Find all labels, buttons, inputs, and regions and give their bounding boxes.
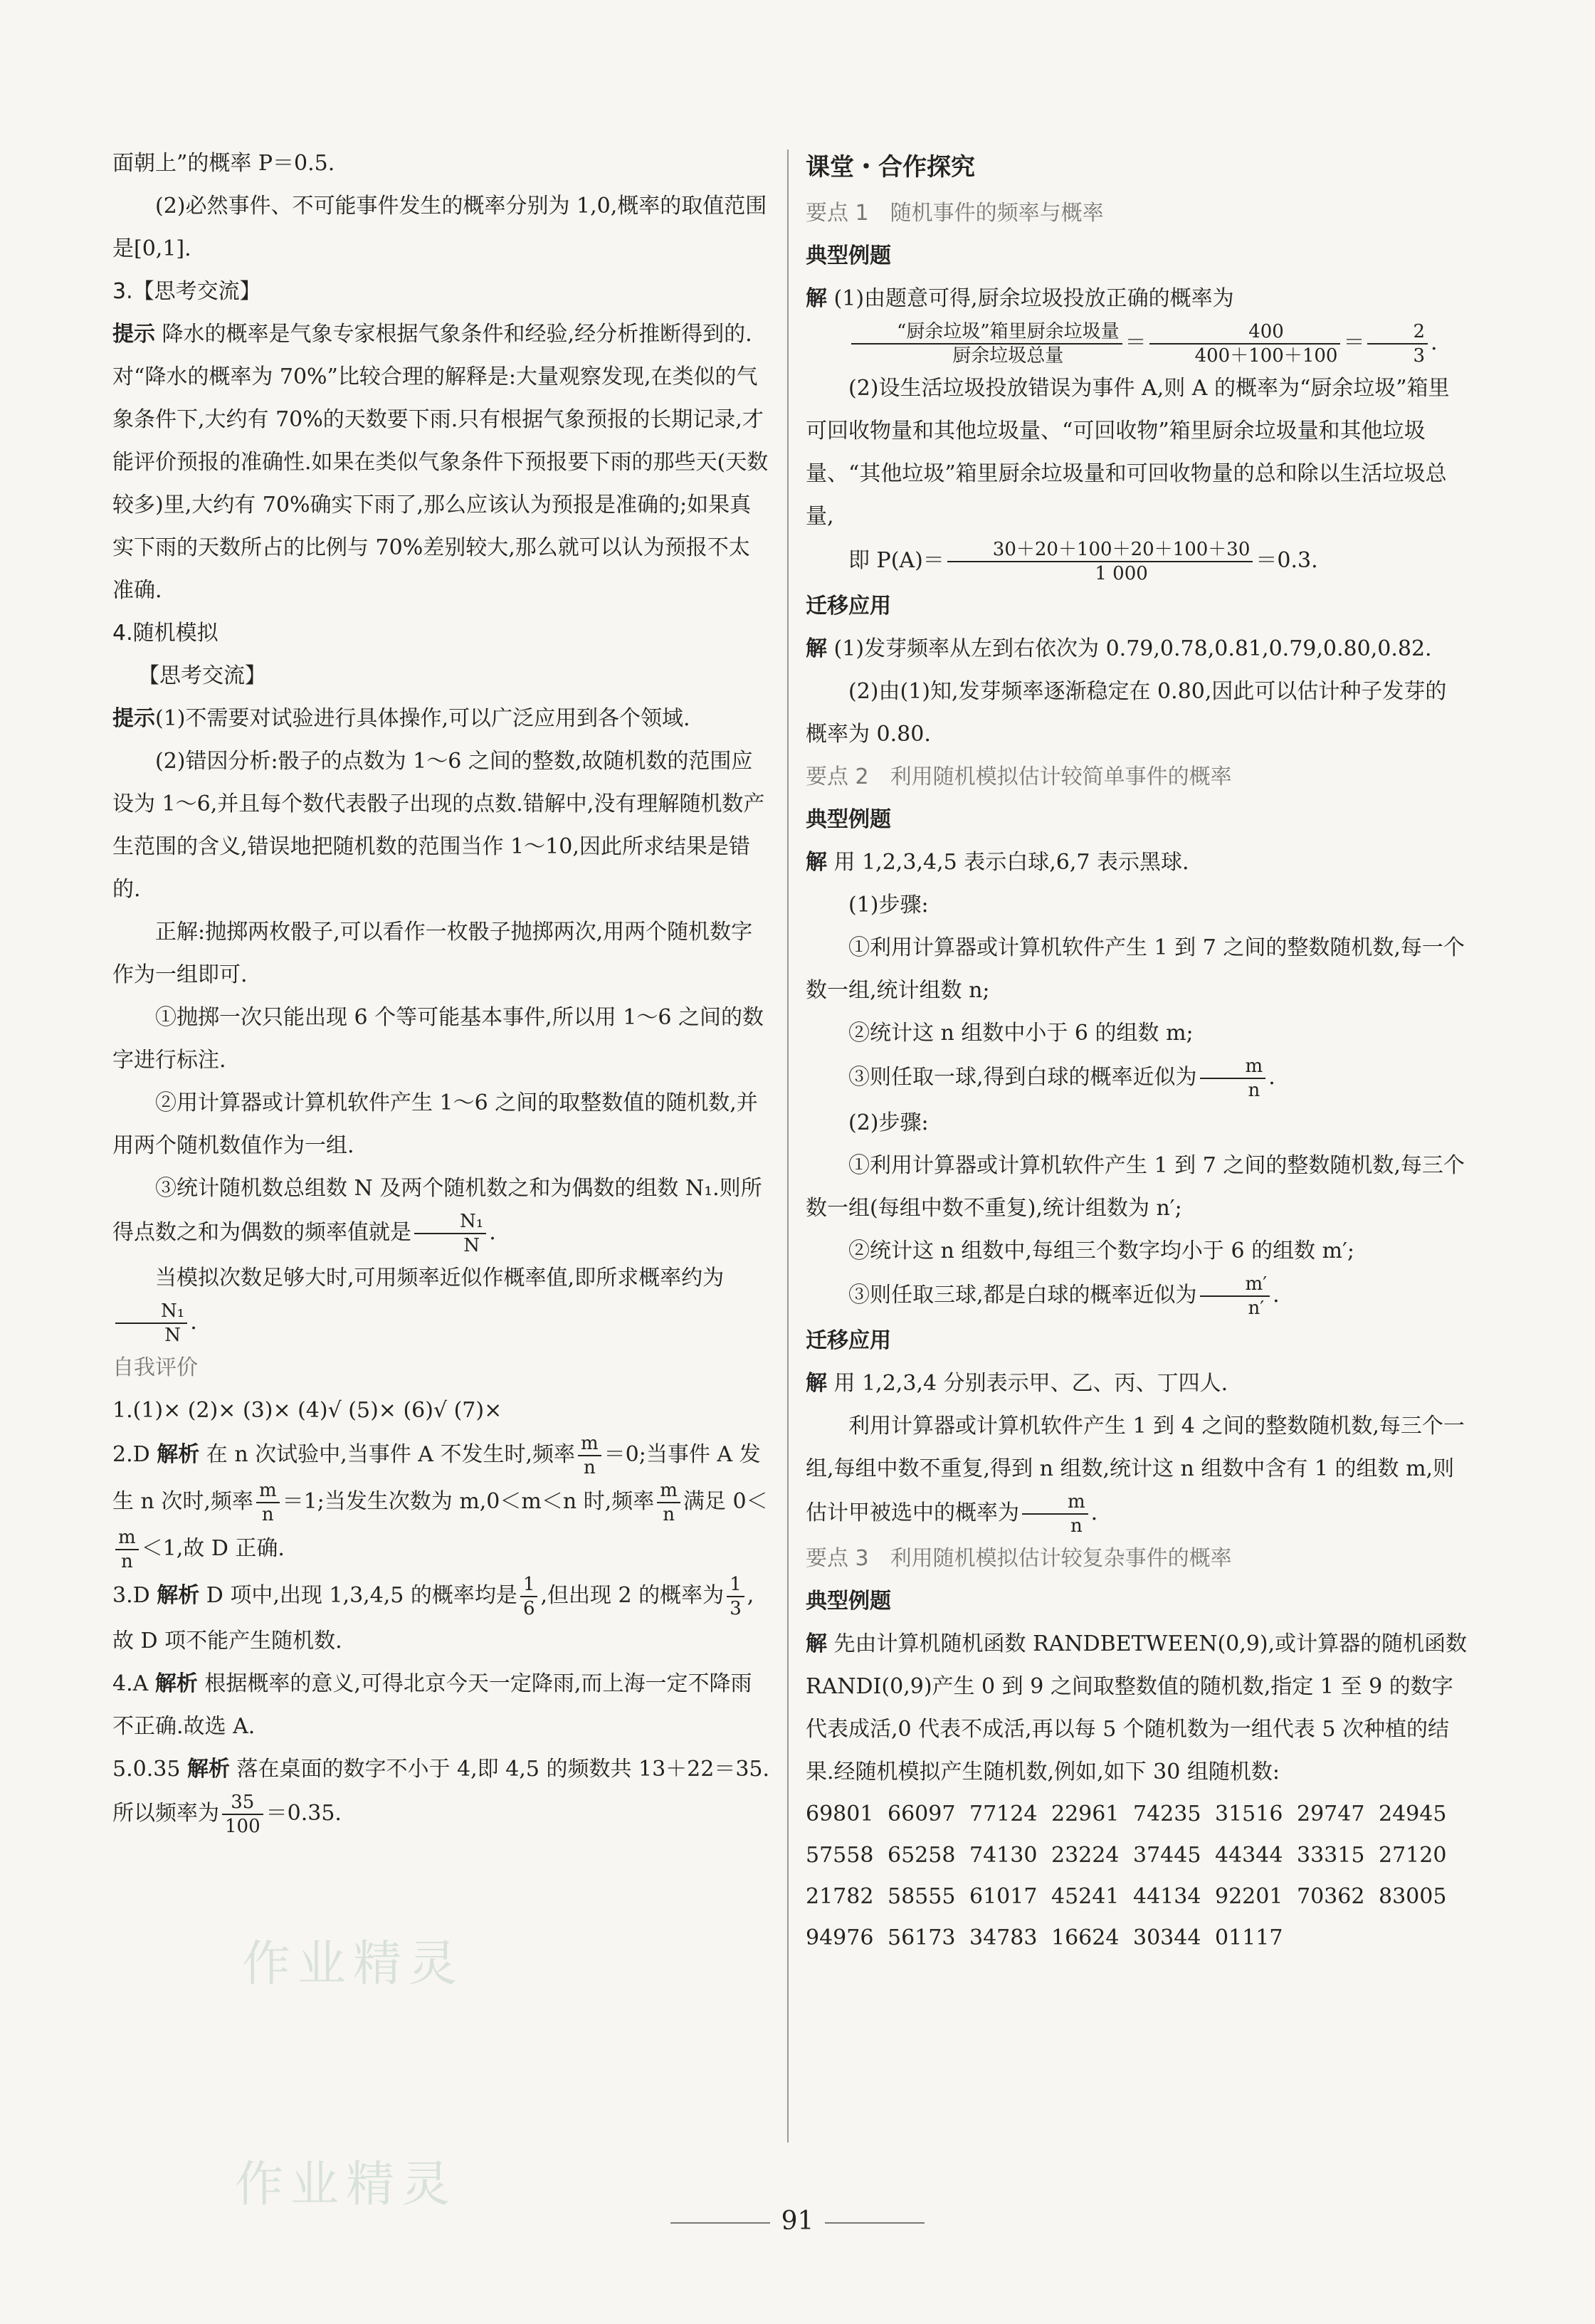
random-number-cell: 44134: [1133, 1884, 1201, 1909]
watermark: 作业精灵: [242, 1936, 465, 1992]
text-span: ③统计随机数总组数 N 及两个随机数之和为偶数的组数 N₁.则所得点数之和为偶数的频率值就是: [112, 1176, 762, 1245]
text-paragraph: 正解:抛掷两枚骰子,可以看作一枚骰子抛掷两次,用两个随机数字作为一组即可.: [112, 920, 753, 987]
analysis-label: 解析: [186, 1757, 230, 1782]
text-span: ＝0;当事件 A 发生 n 次时,频率: [112, 1442, 761, 1514]
solution-label: 解: [806, 850, 827, 875]
fraction-numerator: 2: [1367, 320, 1428, 345]
fraction: [1149, 320, 1341, 367]
text-line: (2)步骤:: [848, 1110, 929, 1135]
fraction: [115, 1300, 187, 1347]
fraction: [657, 1479, 680, 1526]
text-paragraph: [806, 841, 1468, 884]
text-paragraph: 利用计算器或计算机软件产生 1 到 4 之间的整数随机数,每三个一组,每组中数不重复,得到 n 组数,统计这 n 组数中含有 1 的组数 m,则估计甲被选中的概率为 $\frac{m}{n}$ .: [806, 1414, 1465, 1537]
fraction: [1200, 1055, 1266, 1102]
footer-rule-right: [825, 2222, 925, 2224]
text-span: 根据概率的意义,可得北京今天一定降雨,而上海一定不降雨不正确.故选 A.: [112, 1671, 752, 1739]
typical-example-heading: 典型例题: [806, 1589, 891, 1614]
text-span: 满足 0＜: [683, 1489, 768, 1514]
analysis-label: 解析: [157, 1442, 200, 1467]
transfer-heading: 迁移应用: [806, 1328, 891, 1353]
text-paragraph: ②统计这 n 组数中,每组三个数字均小于 6 的组数 m′;: [848, 1239, 1354, 1263]
fraction-numerator: m: [1200, 1055, 1266, 1079]
solution-label: 解: [806, 286, 827, 311]
typical-example-heading: 典型例题: [806, 807, 891, 832]
subheading: 3.【思考交流】: [112, 279, 261, 304]
fraction-denominator: n: [120, 1551, 133, 1572]
solution-label: 解: [806, 1631, 827, 1656]
text-paragraph: ①利用计算器或计算机软件产生 1 到 7 之间的整数随机数,每三个数一组(每组中数不重复),统计组数为 n′;: [806, 1153, 1465, 1221]
random-number-cell: 21782: [806, 1884, 874, 1909]
random-number-cell: 77124: [969, 1802, 1038, 1826]
fraction-denominator: 400＋100＋100: [1194, 345, 1338, 367]
fraction: [520, 1573, 538, 1620]
text-paragraph: (2)由(1)知,发芽频率逐渐稳定在 0.80,因此可以估计种子发芽的概率为 0.80.: [806, 679, 1447, 747]
text-paragraph: (2)设生活垃圾投放错误为事件 A,则 A 的概率为“厨余垃圾”箱里可回收物量和其他垃圾量、“可回收物”箱里厨余垃圾量和其他垃圾量、“其他垃圾”箱里厨余垃圾量和可回收物量的总和除以生活垃圾总量,: [806, 376, 1450, 529]
column-divider: [787, 149, 789, 2142]
equation-line: $\frac{\text{“厨余垃圾”箱里厨余垃圾量}}{\text{厨余垃圾总量}}$ ＝ $\frac{400}{400+100+100}$ ＝ $\frac{2}{3}$ .: [806, 320, 1468, 367]
fraction-denominator: 厨余垃圾总量: [952, 345, 1064, 367]
text-paragraph: 当模拟次数足够大时,可用频率近似作概率值,即所求概率约为 $\frac{\text{N₁}}{N}$ .: [112, 1257, 771, 1347]
solution-label: 解: [806, 636, 827, 661]
random-number-cell: 27120: [1379, 1843, 1447, 1868]
fraction: [414, 1210, 486, 1257]
tip-paragraph: [112, 313, 771, 612]
random-number-cell: 34783: [969, 1925, 1038, 1950]
text-line: (1)步骤:: [848, 893, 929, 917]
fraction-numerator: 35: [222, 1791, 263, 1815]
answer-paragraph: [112, 1573, 771, 1663]
fraction: [1022, 1490, 1088, 1537]
key-point-heading: 要点 3 利用随机模拟估计较复杂事件的概率: [806, 1546, 1232, 1571]
text-span: 在 n 次试验中,当事件 A 不发生时,频率: [206, 1442, 575, 1467]
fraction-denominator: N: [164, 1325, 181, 1346]
transfer-heading: 迁移应用: [806, 594, 891, 619]
fraction: [222, 1791, 263, 1838]
fraction: [1200, 1273, 1270, 1320]
text-span: 落在桌面的数字不小于 4,即 4,5 的频数共 13＋22＝35.所以频率为: [112, 1757, 770, 1826]
text-paragraph: (2)错因分析:骰子的点数为 1～6 之间的整数,故随机数的范围应设为 1～6,并且每个数代表骰子出现的点数.错解中,没有理解随机数产生范围的含义,错误地把随机数的范围当作 1～10,因此所求结果是错的.: [112, 749, 765, 902]
random-number-cell: 61017: [969, 1884, 1038, 1909]
fraction-denominator: n′: [1248, 1298, 1265, 1319]
random-number-cell: 57558: [806, 1843, 874, 1868]
tip-label: 提示: [112, 322, 155, 347]
random-number-cell: 45241: [1051, 1884, 1120, 1909]
answer-paragraph: [112, 1663, 771, 1748]
random-number-cell: 74130: [969, 1843, 1038, 1868]
fraction-denominator: n: [1070, 1515, 1083, 1537]
fraction: [727, 1573, 744, 1620]
text-span: ＜1,故 D 正确.: [141, 1536, 285, 1561]
text-paragraph: ③统计随机数总组数 N 及两个随机数之和为偶数的组数 N₁.则所得点数之和为偶数的频率值就是 $\frac{\text{N₁}}{N}$ .: [112, 1176, 762, 1256]
tip-label: 提示: [112, 706, 155, 731]
text-span: (1)发芽频率从左到右依次为 0.79,0.78,0.81,0.79,0.80,0.82.: [833, 636, 1432, 661]
text-line: 面朝上”的概率 P＝0.5.: [112, 151, 335, 176]
answer-paragraph: [112, 1748, 771, 1838]
random-number-cell: 30344: [1133, 1925, 1201, 1950]
tip-paragraph: [112, 698, 771, 740]
fraction-denominator: 3: [730, 1598, 742, 1619]
fraction: [578, 1432, 601, 1479]
random-number-cell: 70362: [1297, 1884, 1365, 1909]
answer-line: 1.(1)× (2)× (3)× (4)√ (5)× (6)√ (7)×: [112, 1398, 502, 1423]
random-number-cell: 66097: [888, 1802, 956, 1826]
fraction-denominator: 100: [225, 1816, 260, 1837]
text-span: 即 P(A)＝: [848, 548, 944, 573]
text-span: ③则任取三球,都是白球的概率近似为: [848, 1283, 1197, 1308]
fraction-numerator: 1: [727, 1573, 744, 1597]
fraction: [115, 1526, 139, 1573]
text-paragraph: [806, 628, 1468, 671]
text-span: 当模拟次数足够大时,可用频率近似作概率值,即所求概率约为: [155, 1266, 725, 1290]
fraction-denominator: 3: [1413, 345, 1426, 367]
text-span: ＝0.35.: [265, 1801, 342, 1826]
text-span: ＝1;当发生次数为 m,0＜m＜n 时,频率: [282, 1489, 655, 1514]
key-point-heading: 要点 1 随机事件的频率与概率: [806, 201, 1104, 226]
text-paragraph: ①抛掷一次只能出现 6 个等可能基本事件,所以用 1～6 之间的数字进行标注.: [112, 1005, 764, 1073]
random-number-cell: 65258: [888, 1843, 956, 1868]
text-paragraph: ③则任取一球,得到白球的概率近似为 $\frac{m}{n}$ .: [848, 1056, 1275, 1101]
left-column: [112, 142, 771, 1838]
text-paragraph: ②统计这 n 组数中小于 6 的组数 m;: [848, 1021, 1194, 1046]
fraction-numerator: m: [256, 1479, 280, 1503]
equation-line: [806, 538, 1468, 585]
fraction-numerator: 400: [1149, 320, 1341, 345]
fraction-numerator: 1: [520, 1573, 538, 1597]
text-paragraph: [806, 278, 1468, 320]
fraction-numerator: m: [657, 1479, 680, 1503]
random-number-cell: 69801: [806, 1802, 874, 1826]
text-span: 利用计算器或计算机软件产生 1 到 4 之间的整数随机数,每三个一组,每组中数不重复,得到 n 组数,统计这 n 组数中含有 1 的组数 m,则估计甲被选中的概率为: [806, 1414, 1465, 1525]
text-paragraph: ③则任取三球,都是白球的概率近似为 $\frac{m'}{n'}$ .: [848, 1273, 1280, 1319]
fraction-denominator: 6: [522, 1598, 535, 1619]
section-label: 自我评价: [112, 1355, 198, 1380]
random-number-cell: 92201: [1215, 1884, 1283, 1909]
text-span: ③则任取一球,得到白球的概率近似为: [848, 1065, 1197, 1090]
fraction-denominator: n: [1248, 1080, 1260, 1101]
text-span: D 项中,出现 1,3,4,5 的概率均是: [206, 1583, 517, 1608]
text-span: 先由计算机随机函数 RANDBETWEEN(0,9),或计算器的随机函数 RANDI(0,9)产生 0 到 9 之间取整数值的随机数,指定 1 至 9 的数字代表成活,0 代表不成活,再以每 5 个随机数为一组代表 5 次种植的结果.经随机模拟产生随机数,例如,如下 30 组随机数:: [806, 1631, 1468, 1784]
page-footer: [0, 2207, 1595, 2236]
fraction-numerator: m′: [1200, 1273, 1270, 1297]
random-number-cell: 24945: [1379, 1802, 1447, 1826]
footer-rule-left: [670, 2222, 770, 2224]
tip-text: (1)不需要对试验进行具体操作,可以广泛应用到各个领域.: [155, 706, 690, 731]
fraction-numerator: 30＋20＋100＋20＋100＋30: [947, 538, 1253, 562]
fraction-numerator: m: [115, 1526, 139, 1550]
random-number-cell: 83005: [1379, 1884, 1447, 1909]
random-number-cell: 58555: [888, 1884, 956, 1909]
random-number-cell: 56173: [888, 1925, 956, 1950]
analysis-label: 解析: [154, 1671, 198, 1696]
subheading: 【思考交流】: [138, 663, 266, 688]
answer-paragraph: [112, 1432, 771, 1573]
text-paragraph: ②用计算器或计算机软件产生 1～6 之间的取整数值的随机数,并用两个随机数值作为一组.: [112, 1090, 758, 1158]
text-span: ,故 D 项不能产生随机数.: [112, 1583, 754, 1653]
text-span: 用 1,2,3,4,5 表示白球,6,7 表示黑球.: [833, 850, 1189, 875]
subheading: 4.随机模拟: [112, 621, 219, 646]
random-number-cell: 29747: [1297, 1802, 1365, 1826]
random-number-cell: 44344: [1215, 1843, 1283, 1868]
solution-label: 解: [806, 1371, 827, 1396]
fraction: [256, 1479, 280, 1526]
random-number-cell: 74235: [1133, 1802, 1201, 1826]
random-number-cell: 94976: [806, 1925, 874, 1950]
fraction-denominator: n: [583, 1457, 596, 1478]
text-span: 用 1,2,3,4 分别表示甲、乙、丙、丁四人.: [833, 1371, 1228, 1396]
tip-text: 降水的概率是气象专家根据气象条件和经验,经分析推断得到的.对“降水的概率为 70%”比较合理的解释是:大量观察发现,在类似的气象条件下,大约有 70%的天数要下雨.只有根据气象预报的长期记录,才能评价预报的准确性.如果在类似气象条件下预报要下雨的那些天(天数较多)里,大约有 70%确实下雨了,那么应该认为预报是准确的;如果真实下雨的天数所占的比例与 70%差别较大,那么就可以认为预报不太准确.: [112, 322, 769, 603]
random-number-cell: 33315: [1297, 1843, 1365, 1868]
answer-number: 2.D: [112, 1442, 150, 1467]
fraction-denominator: N: [463, 1235, 480, 1256]
random-number-cell: 01117: [1215, 1925, 1283, 1950]
section-title: 课堂・合作探究: [806, 153, 975, 182]
right-column: [806, 142, 1468, 1959]
answer-number: 5.0.35: [112, 1757, 181, 1782]
fraction-numerator: N₁: [414, 1210, 486, 1234]
fraction-denominator: n: [261, 1504, 274, 1525]
fraction: [1367, 320, 1428, 367]
watermark: 作业精灵: [235, 2157, 458, 2213]
fraction-numerator: m: [1022, 1490, 1088, 1515]
random-number-cell: 31516: [1215, 1802, 1283, 1826]
analysis-label: 解析: [157, 1583, 200, 1608]
page-number: 91: [781, 2207, 814, 2236]
text-span: (1)由题意可得,厨余垃圾投放正确的概率为: [833, 286, 1234, 311]
answer-number: 3.D: [112, 1583, 150, 1608]
fraction-numerator: m: [578, 1432, 601, 1456]
random-number-cell: 23224: [1051, 1843, 1120, 1868]
fraction-numerator: N₁: [115, 1300, 187, 1324]
typical-example-heading: 典型例题: [806, 243, 891, 268]
text-paragraph: [806, 1623, 1468, 1794]
fraction-denominator: n: [663, 1504, 675, 1525]
text-paragraph: (2)必然事件、不可能事件发生的概率分别为 1,0,概率的取值范围是[0,1].: [112, 194, 767, 261]
random-number-table: [806, 1794, 1460, 1959]
random-number-cell: 22961: [1051, 1802, 1120, 1826]
fraction: [947, 538, 1253, 585]
key-point-heading: 要点 2 利用随机模拟估计较简单事件的概率: [806, 764, 1232, 789]
fraction-numerator: “厨余垃圾”箱里厨余垃圾量: [851, 320, 1122, 345]
text-paragraph: [806, 1362, 1468, 1405]
answer-number: 4.A: [112, 1671, 149, 1696]
text-span: ＝0.3.: [1256, 548, 1318, 573]
text-paragraph: ①利用计算器或计算机软件产生 1 到 7 之间的整数随机数,每一个数一组,统计组数 n;: [806, 935, 1465, 1003]
text-span: ,但出现 2 的概率为: [540, 1583, 725, 1608]
random-number-cell: 16624: [1051, 1925, 1120, 1950]
random-number-cell: 37445: [1133, 1843, 1201, 1868]
fraction-denominator: 1 000: [1095, 563, 1148, 584]
fraction: [851, 320, 1122, 367]
